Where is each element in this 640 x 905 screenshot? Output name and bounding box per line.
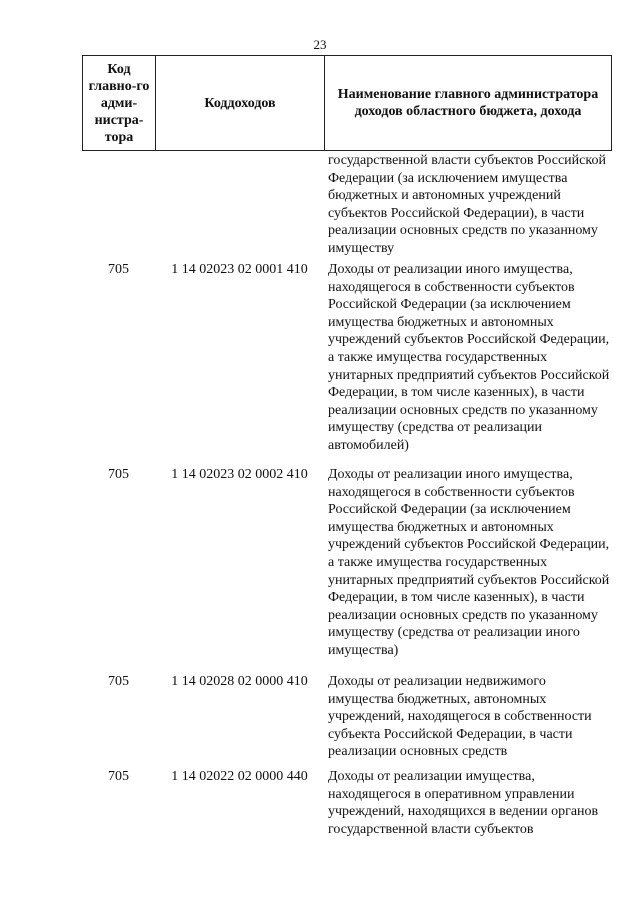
header-income-code-line1: Код [204,95,228,111]
table-header [82,55,612,151]
header-income-code [156,56,325,150]
admin-code-cell: 705 [108,769,129,784]
income-name-cell: Доходы от реализации имущества, находящегося в оперативном управлении учреждений, находящихся в ведении органов государственной власти субъектов [328,769,599,837]
header-admin-code: Код главно-го адми-нистра-тора [83,56,156,150]
income-name-cell: Доходы от реализации иного имущества, находящегося в собственности субъектов Российской Федерации (за исключением имущества бюджетных и автономных учреждений субъектов Российской Федерации, а также имущества государственных унитарных предприятий субъектов Российской Федерации, в том числе казенных), в части реализации основных средств по указанному имуществу (средства от реализации иного имущества) [328,467,610,658]
admin-code-cell: 705 [108,674,129,689]
header-name: Наименование главного администратора доходов областного бюджета, дохода [337,87,599,119]
income-code-cell: 1 14 02022 02 0000 440 [171,769,308,784]
header-income-code-line2: доходов [227,95,276,111]
income-name-cell: государственной власти субъектов Российской Федерации (за исключением имущества бюджетных и автономных учреждений субъектов Российской Федерации), в части реализации основных средств по указанному имуществу [328,153,606,256]
income-code-cell: 1 14 02023 02 0001 410 [171,262,308,277]
income-name-cell: Доходы от реализации недвижимого имущества бюджетных, автономных учреждений, находящегося в собственности субъекта Российской Федерации, в части реализации основных средств [328,674,592,760]
admin-code-cell: 705 [108,262,129,277]
income-code-cell: 1 14 02028 02 0000 410 [171,674,308,689]
income-code-cell: 1 14 02023 02 0002 410 [171,467,308,482]
page-number: 23 [313,37,327,52]
admin-code-cell: 705 [108,467,129,482]
income-name-cell: Доходы от реализации иного имущества, находящегося в собственности субъектов Российской Федерации (за исключением имущества бюджетных и автономных учреждений субъектов Российской Федерации, а также имущества государственных унитарных предприятий субъектов Российской Федерации, в том числе казенных), в части реализации основных средств по указанному имуществу (средства от реализации автомобилей) [328,262,610,453]
